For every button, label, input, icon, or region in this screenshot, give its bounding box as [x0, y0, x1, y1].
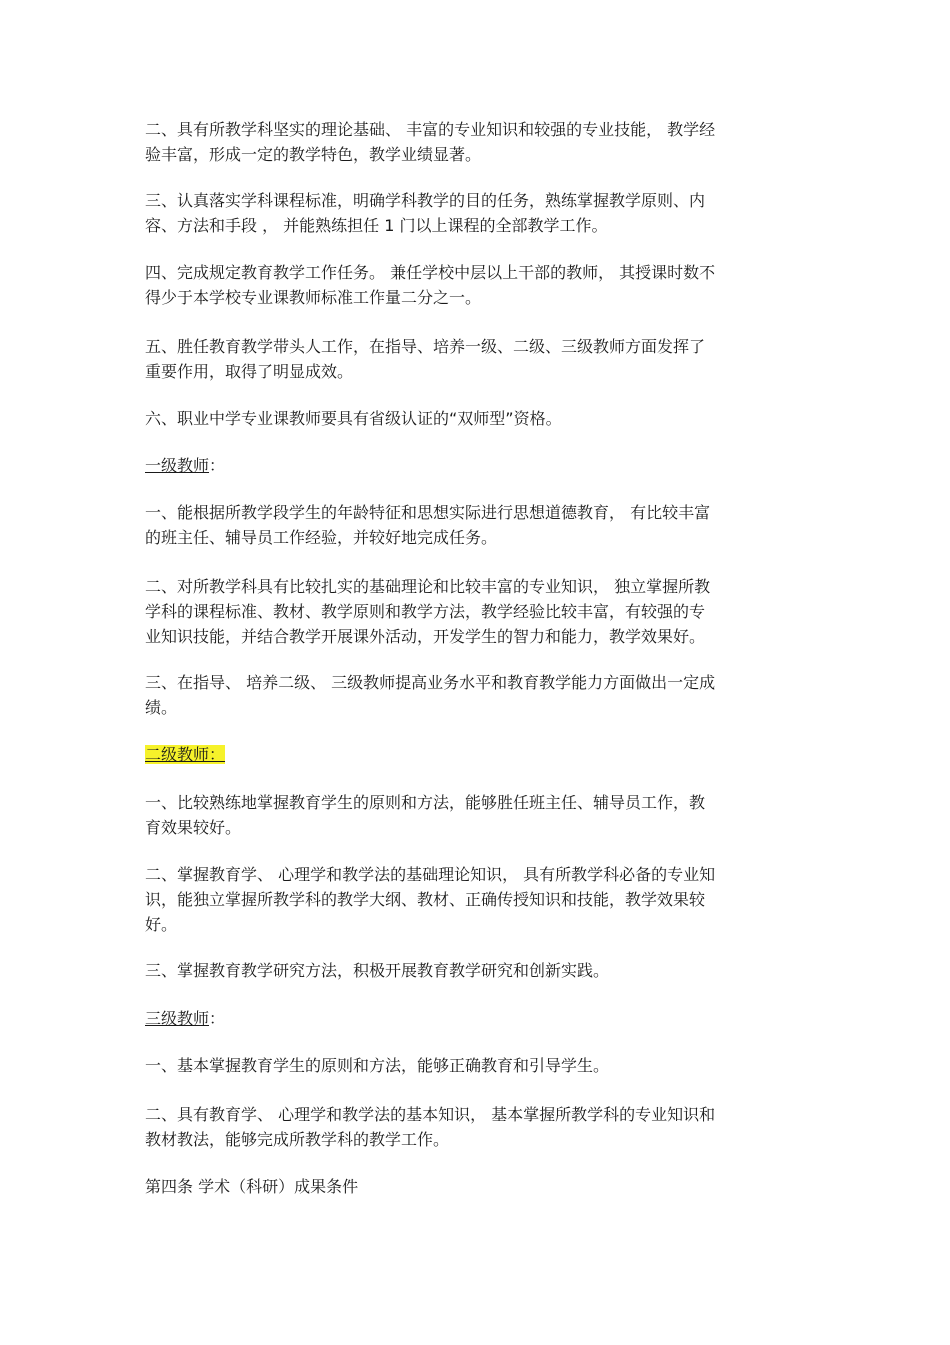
level2-heading — [145, 742, 825, 767]
text-line: 教材教法，能够完成所教学科的教学工作。 — [145, 1130, 450, 1149]
text-line: 三、掌握教育教学研究方法，积极开展教育教学研究和创新实践。 — [145, 961, 610, 980]
level3-title: 三级教师 — [145, 1009, 210, 1028]
level2-item-3 — [145, 958, 825, 983]
text-line: 二、掌握教育学、 心理学和教学法的基础理论知识， 具有所教学科必备的专业知 — [145, 865, 716, 884]
text-line: 一、能根据所教学段学生的年龄特征和思想实际进行思想道德教育， 有比较丰富 — [145, 503, 711, 522]
level2-item-1 — [145, 790, 825, 840]
text-line: 识，能独立掌握所教学科的教学大纲、教材、正确传授知识和技能，教学效果较 — [145, 890, 706, 909]
level1-heading — [145, 453, 825, 478]
text-line: 得少于本学校专业课教师标准工作量二分之一。 — [145, 288, 482, 307]
text-line: 的班主任、辅导员工作经验，并较好地完成任务。 — [145, 528, 498, 547]
text-line: 重要作用，取得了明显成效。 — [145, 362, 354, 381]
text-line: 业知识技能，并结合教学开展课外活动，开发学生的智力和能力，教学效果好。 — [145, 627, 706, 646]
level2-item-2 — [145, 862, 825, 937]
text-line: 二、具有所教学科坚实的理论基础、 丰富的专业知识和较强的专业技能， 教学经 — [145, 120, 716, 139]
level3-item-2 — [145, 1102, 825, 1152]
level3-heading — [145, 1006, 825, 1031]
text-line: 一、基本掌握教育学生的原则和方法，能够正确教育和引导学生。 — [145, 1056, 610, 1075]
text-line: 三、在指导、 培养二级、 三级教师提高业务水平和教育教学能力方面做出一定成 — [145, 673, 716, 692]
text-line: 二、具有教育学、 心理学和教学法的基本知识， 基本掌握所教学科的专业知识和 — [145, 1105, 716, 1124]
level2-title: 二级教师： — [145, 745, 226, 764]
level1-item-2 — [145, 574, 825, 649]
article-4-heading — [145, 1174, 825, 1199]
text-line: 一、比较熟练地掌握教育学生的原则和方法，能够胜任班主任、辅导员工作，教 — [145, 793, 706, 812]
text-line: 二、对所教学科具有比较扎实的基础理论和比较丰富的专业知识， 独立掌握所教 — [145, 577, 711, 596]
text-line: 学科的课程标准、教材、教学原则和教学方法，教学经验比较丰富，有较强的专 — [145, 602, 706, 621]
text-line: 五、胜任教育教学带头人工作，在指导、培养一级、二级、三级教师方面发挥了 — [145, 337, 706, 356]
senior-item-6 — [145, 406, 825, 431]
text-line: 四、完成规定教育教学工作任务。 兼任学校中层以上干部的教师， 其授课时数不 — [145, 263, 716, 282]
level3-colon: ： — [209, 1009, 226, 1028]
level1-item-1 — [145, 500, 825, 550]
text-line: 六、职业中学专业课教师要具有省级认证的“双师型”资格。 — [145, 409, 562, 428]
senior-item-3 — [145, 188, 825, 238]
text-line: 绩。 — [145, 698, 178, 717]
level1-title: 一级教师 — [145, 456, 210, 475]
article-4-title: 第四条 学术（科研）成果条件 — [145, 1177, 359, 1196]
level3-item-1 — [145, 1053, 825, 1078]
text-line: 育效果较好。 — [145, 818, 242, 837]
level1-colon: ： — [209, 456, 226, 475]
level1-item-3 — [145, 670, 825, 720]
senior-item-5 — [145, 334, 825, 384]
text-line: 验丰富，形成一定的教学特色，教学业绩显著。 — [145, 145, 482, 164]
text-line: 容、方法和手段 ， 并能熟练担任 1 门以上课程的全部教学工作。 — [145, 216, 608, 235]
senior-item-4 — [145, 260, 825, 310]
text-line: 三、认真落实学科课程标准，明确学科教学的目的任务，熟练掌握教学原则、内 — [145, 191, 706, 210]
text-line: 好。 — [145, 915, 178, 934]
senior-item-2 — [145, 117, 825, 167]
